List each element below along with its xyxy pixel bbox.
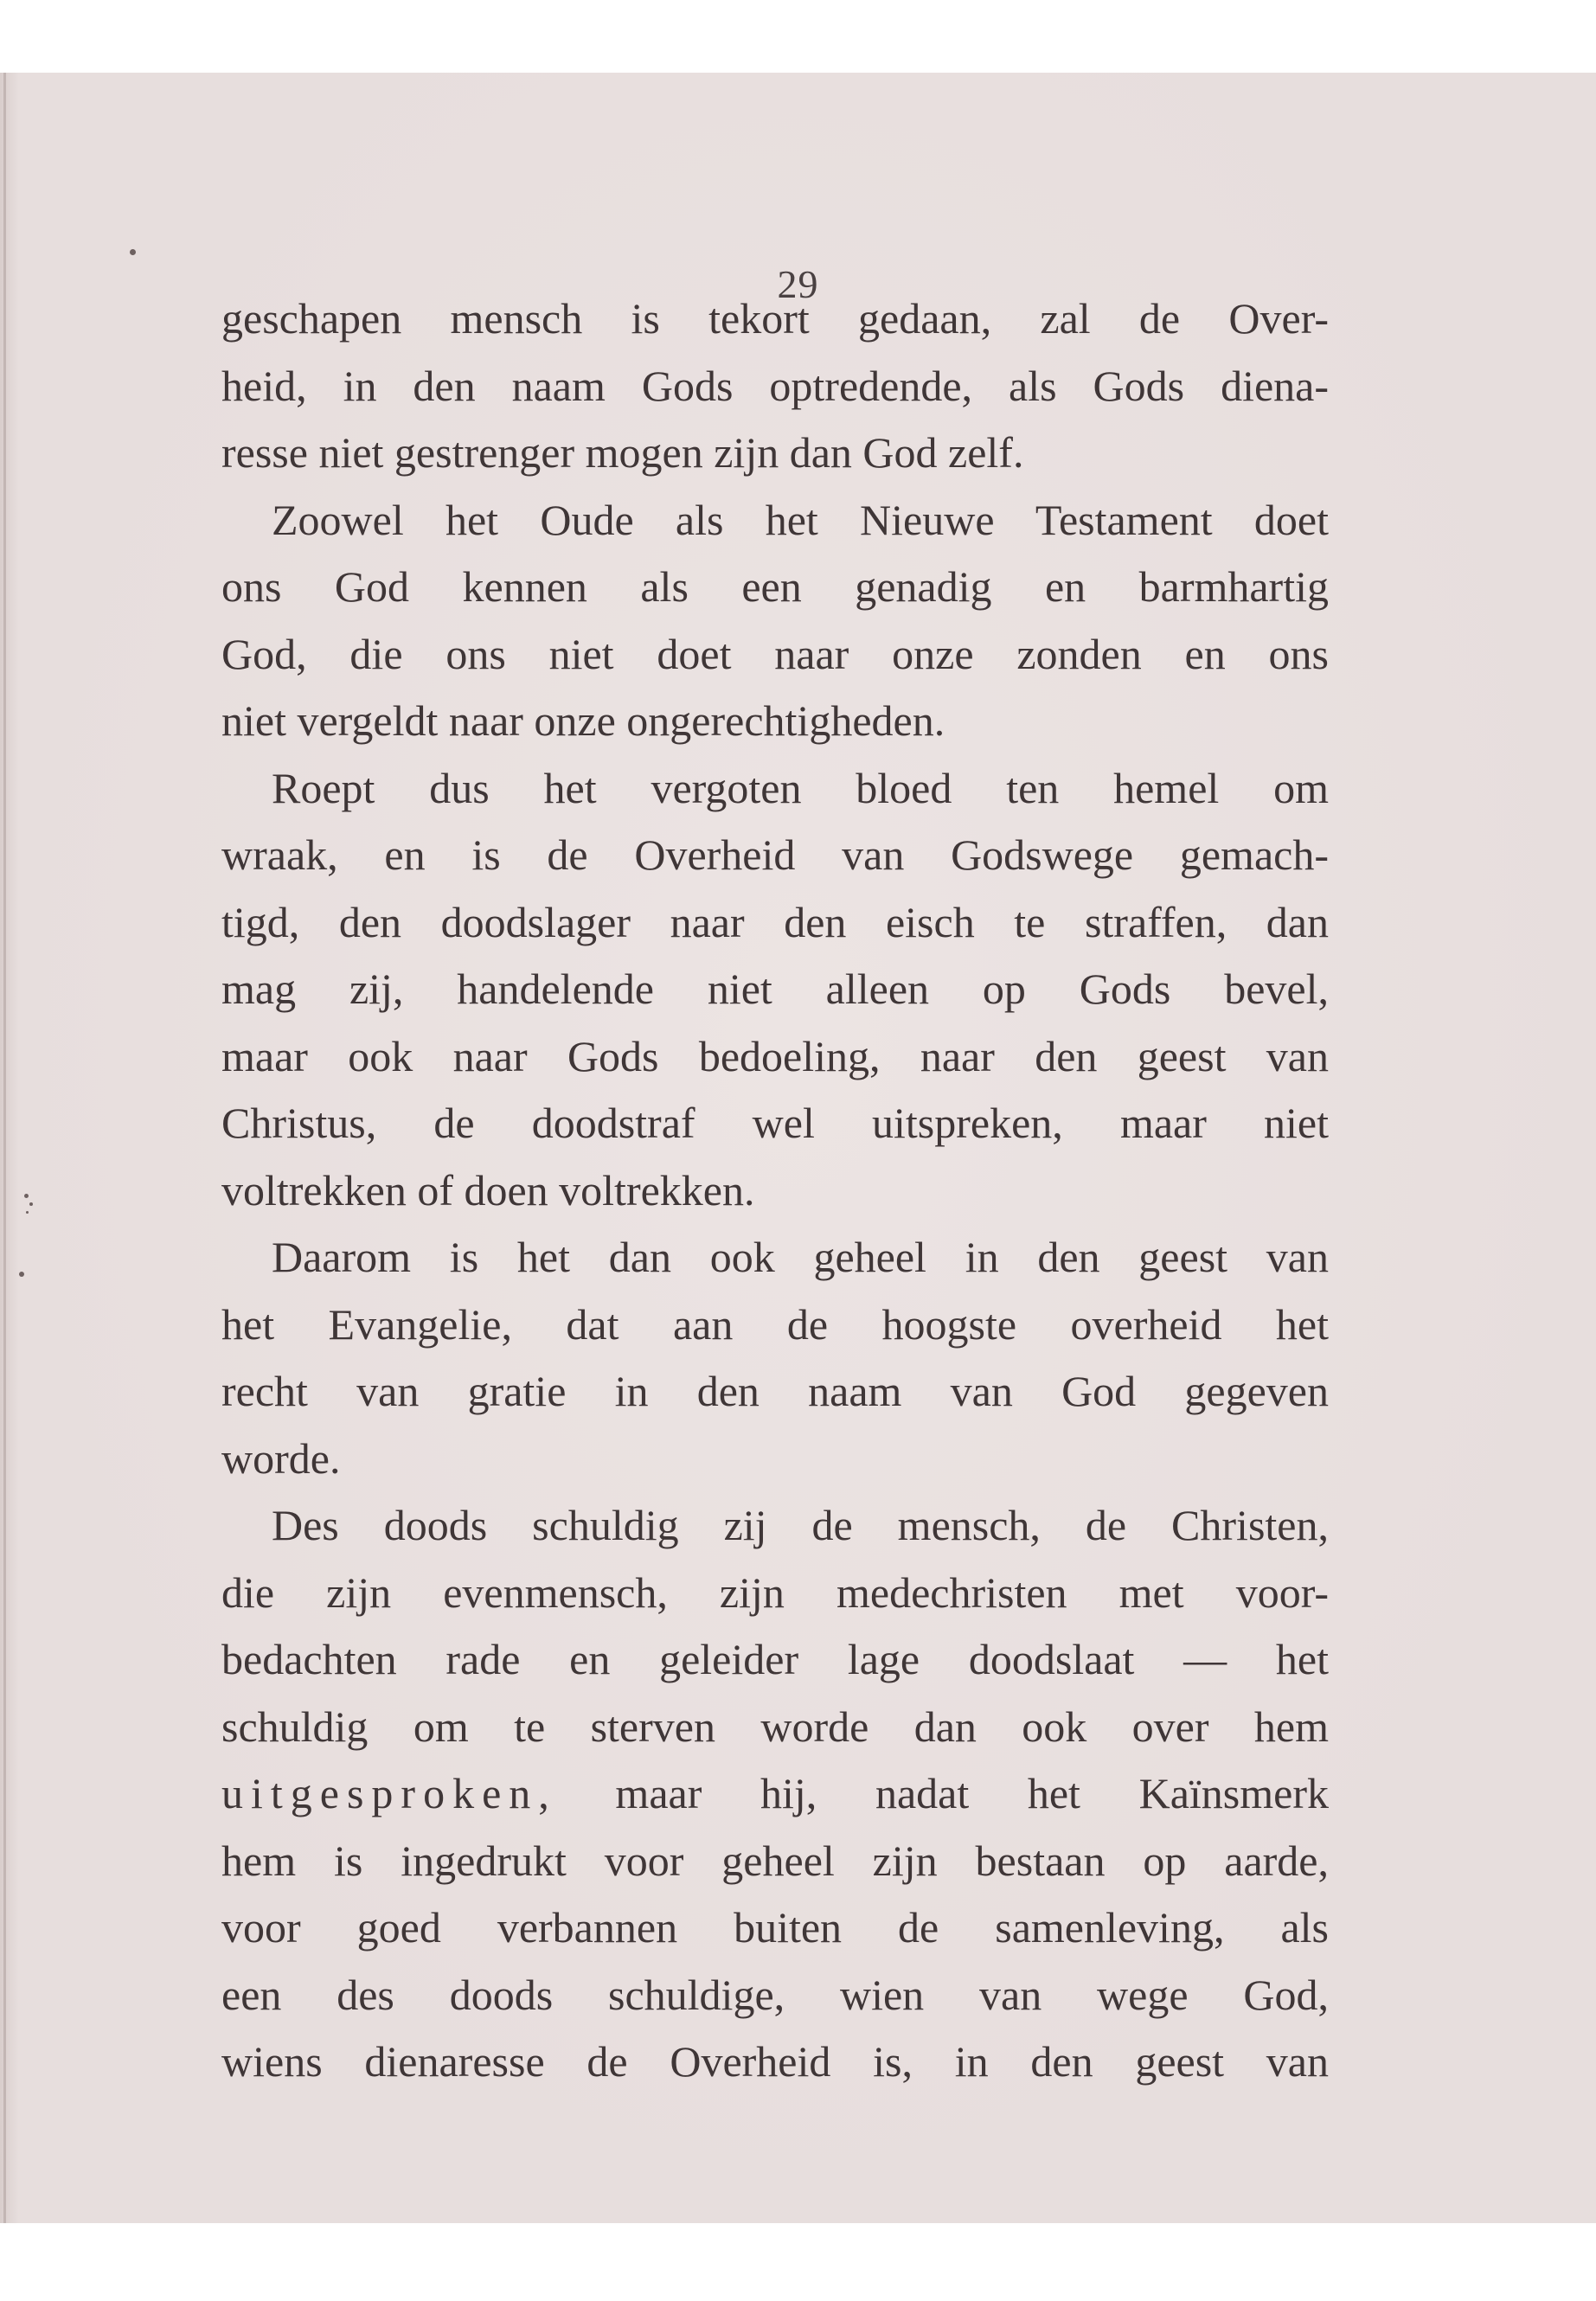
text-line [221,1292,1329,1359]
text-line-content: mag zij, handelende niet alleen op Gods bevel, [221,965,1329,1013]
text-line [221,822,1329,889]
text-line-content: heid, in den naam Gods optredende, als Gods diena- [221,361,1329,410]
emphasized-spaced-word: uitgesproken, [221,1769,557,1817]
text-line [221,1224,1329,1292]
text-line [221,1157,1329,1225]
text-line [221,1358,1329,1426]
text-line [221,353,1329,420]
text-line-content: God, die ons niet doet naar onze zonden en ons [221,629,1329,678]
text-line [221,1962,1329,2029]
text-line-content: niet vergeldt naar onze ongerechtigheden. [221,696,945,745]
text-line-content: ons God kennen als een genadig en barmhartig [221,562,1329,611]
text-line [221,956,1329,1023]
text-line-content: bedachten rade en geleider lage doodslaat — het [221,1635,1329,1683]
text-line-content: tigd, den doodslager naar den eisch te straffen, dan [221,897,1329,946]
text-line [221,487,1329,554]
text-line [221,420,1329,487]
text-line-content: Christus, de doodstraf wel uitspreken, maar niet [221,1099,1329,1147]
text-line [221,1694,1329,1761]
text-line [221,1894,1329,1962]
text-line [221,1023,1329,1091]
text-line [221,1426,1329,1493]
text-line [221,889,1329,957]
text-line [221,1828,1329,1895]
text-line [221,1626,1329,1694]
word: maar [615,1769,702,1817]
text-line-content: voltrekken of doen voltrekken. [221,1165,755,1215]
text-line [221,621,1329,689]
body-text [221,285,1329,2096]
text-line [221,554,1329,621]
text-line-content: hem is ingedrukt voor geheel zijn bestaan op aarde, [221,1836,1329,1885]
text-line-content: Des doods schuldig zij de mensch, de Christen, [272,1501,1329,1549]
text-line-content: Daarom is het dan ook geheel in den geest van [272,1233,1329,1281]
paper-speck [29,1202,33,1206]
text-line [221,1090,1329,1157]
text-line-content: voor goed verbannen buiten de samenleving, als [221,1903,1329,1952]
paper-speck [19,1272,24,1277]
text-line-content: Roept dus het vergoten bloed ten hemel om [272,763,1329,812]
text-line-content: die zijn evenmensch, zijn medechristen met voor- [221,1567,1329,1617]
paper-speck [24,1194,29,1198]
text-line-content: een des doods schuldige, wien van wege God, [221,1970,1329,2019]
paper-speck [130,249,136,255]
text-line [221,285,1329,353]
text-line [221,755,1329,823]
text-line [221,1560,1329,1627]
binding-edge [3,73,6,2223]
text-line-content: worde. [221,1433,341,1483]
text-line-content: Zoowel het Oude als het Nieuwe Testament doet [272,495,1329,544]
text-line-content: resse niet gestrenger mogen zijn dan God zelf. [221,428,1024,477]
text-line-content: recht van gratie in den naam van God gegeven [221,1367,1329,1415]
text-line-content: wraak, en is de Overheid van Godswege gemach- [221,830,1329,879]
text-line-content: wiens dienaresse de Overheid is, in den geest van [221,2037,1329,2086]
word: hij, [760,1769,817,1817]
text-line [221,1760,1329,1828]
word: Kaïnsmerk [1138,1769,1329,1817]
paper-speck [26,1211,29,1214]
word: het [1027,1769,1080,1817]
text-line-content: schuldig om te sterven worde dan ook over hem [221,1702,1329,1751]
text-line [221,2029,1329,2096]
text-line [221,688,1329,755]
word: nadat [875,1769,970,1817]
text-line-content: het Evangelie, dat aan de hoogste overheid het [221,1299,1329,1349]
text-line-content: maar ook naar Gods bedoeling, naar den geest van [221,1031,1329,1080]
text-line-content: geschapen mensch is tekort gedaan, zal de Over- [221,294,1329,343]
text-line [221,1492,1329,1560]
page-number: 29 [777,262,819,306]
